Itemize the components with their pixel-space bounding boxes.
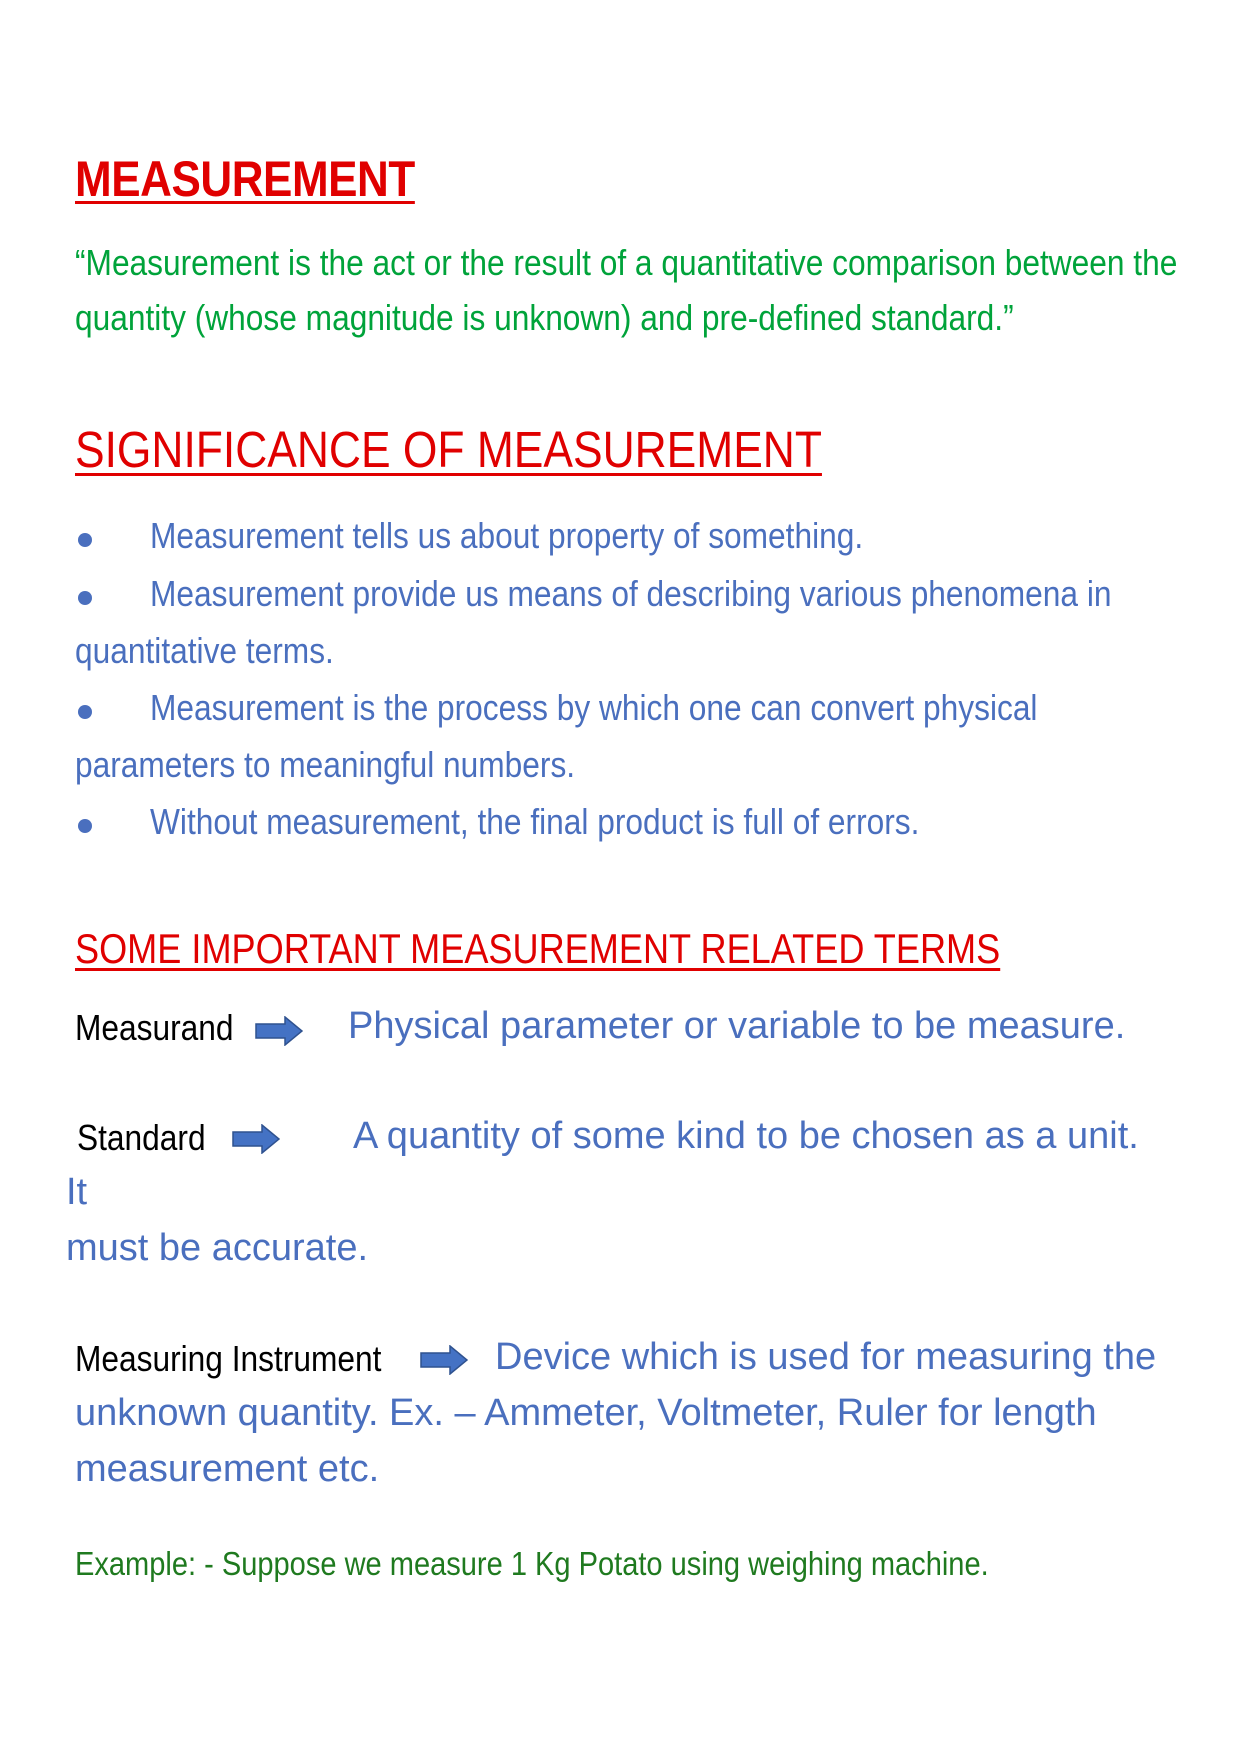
significance-bullet-4: Without measurement, the final product is full of errors. <box>150 801 920 842</box>
bullet-dot-icon <box>78 705 92 719</box>
bullet-dot-icon <box>78 819 92 833</box>
term-instrument-description-line-2: unknown quantity. Ex. – Ammeter, Voltmeter, Ruler for length <box>75 1392 1097 1434</box>
term-standard-description-line-2: It <box>66 1171 88 1213</box>
term-standard-description-line-3: must be accurate. <box>66 1227 369 1269</box>
right-arrow-icon <box>232 1124 280 1154</box>
term-instrument-description-line-1: Device which is used for measuring the <box>495 1336 1157 1378</box>
bullet-dot-icon <box>78 591 92 605</box>
term-standard-description-line-1: A quantity of some kind to be chosen as a unit. <box>353 1115 1139 1157</box>
significance-bullet-3-line-1: Measurement is the process by which one can convert physical <box>150 687 1038 728</box>
term-standard-label: Standard <box>77 1117 206 1158</box>
definition-line-1: “Measurement is the act or the result of a quantitative comparison between the <box>75 242 1178 283</box>
page-title: MEASUREMENT <box>75 151 415 207</box>
term-measurand-label: Measurand <box>75 1007 234 1048</box>
definition-line-2: quantity (whose magnitude is unknown) and pre-defined standard.” <box>75 297 1014 338</box>
bullet-dot-icon <box>78 533 92 547</box>
significance-bullet-1: Measurement tells us about property of something. <box>150 515 864 556</box>
term-measurand-description: Physical parameter or variable to be measure. <box>348 1005 1126 1047</box>
terms-heading: SOME IMPORTANT MEASUREMENT RELATED TERMS <box>75 925 1001 972</box>
significance-heading: SIGNIFICANCE OF MEASUREMENT <box>75 421 822 478</box>
term-instrument-description-line-3: measurement etc. <box>75 1448 380 1490</box>
significance-bullet-2-line-1: Measurement provide us means of describing various phenomena in <box>150 573 1112 614</box>
term-instrument-label: Measuring Instrument <box>75 1338 382 1379</box>
right-arrow-icon <box>255 1016 303 1046</box>
significance-bullet-3-line-2: parameters to meaningful numbers. <box>75 744 576 785</box>
significance-bullet-2-line-2: quantitative terms. <box>75 630 334 671</box>
right-arrow-icon <box>420 1345 468 1375</box>
example-text: Example: - Suppose we measure 1 Kg Potato using weighing machine. <box>75 1545 989 1582</box>
